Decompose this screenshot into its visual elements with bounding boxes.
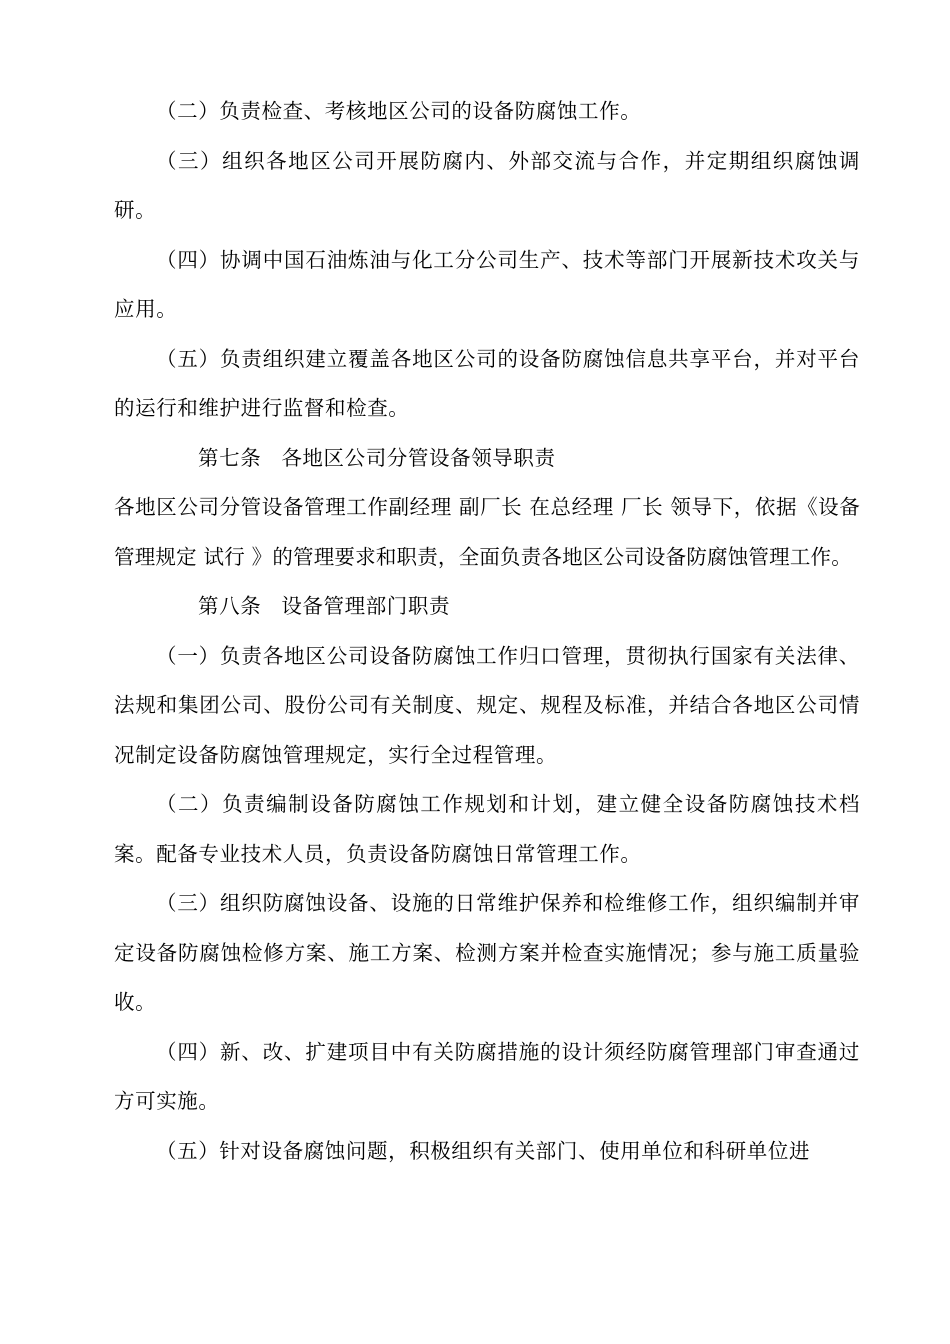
paragraph-item-4-design-review: （四）新、改、扩建项目中有关防腐措施的设计须经防腐管理部门审查通过方可实施。 xyxy=(114,1039,860,1113)
paragraph-item-3-maintenance: （三）组织防腐蚀设备、设施的日常维护保养和检维修工作，组织编制并审定设备防腐蚀检修方案、施工方案、检测方案并检查实施情况；参与施工质量验收。 xyxy=(114,891,860,1014)
document-body xyxy=(114,87,860,1176)
paragraph-item-2-inspection: （二）负责检查、考核地区公司的设备防腐蚀工作。 xyxy=(156,99,642,123)
paragraph-item-5-corrosion-issues: （五）针对设备腐蚀问题，积极组织有关部门、使用单位和科研单位进 xyxy=(156,1138,811,1163)
article-title: 各地区公司分管设备领导职责 xyxy=(281,445,556,470)
article-8-heading xyxy=(114,582,860,632)
paragraph-item-2-planning: （二）负责编制设备防腐蚀工作规划和计划，建立健全设备防腐蚀技术档案。配备专业技术人员，负责设备防腐蚀日常管理工作。 xyxy=(114,792,860,866)
paragraph-item-4-coordination: （四）协调中国石油炼油与化工分公司生产、技术等部门开展新技术攻关与应用。 xyxy=(114,247,860,321)
paragraph-article-7-body: 各地区公司分管设备管理工作副经理 副厂长 在总经理 厂长 领导下，依据《设备管理规定 试行 》的管理要求和职责，全面负责各地区公司设备防腐蚀管理工作。 xyxy=(114,495,860,569)
article-number: 第七条 xyxy=(198,445,262,470)
article-title: 设备管理部门职责 xyxy=(281,594,451,618)
paragraph-item-1-management: （一）负责各地区公司设备防腐蚀工作归口管理，贯彻执行国家有关法律、法规和集团公司、股份公司有关制度、规定、规程及标准，并结合各地区公司情况制定设备防腐蚀管理规定，实行全过程管理。 xyxy=(114,643,860,767)
paragraph-item-3-exchange: （三）组织各地区公司开展防腐内、外部交流与合作，并定期组织腐蚀调研。 xyxy=(114,148,860,222)
paragraph-item-5-platform: （五）负责组织建立覆盖各地区公司的设备防腐蚀信息共享平台，并对平台的运行和维护进行监督和检查。 xyxy=(114,346,860,420)
article-7-heading xyxy=(114,434,860,484)
article-number: 第八条 xyxy=(198,594,262,618)
